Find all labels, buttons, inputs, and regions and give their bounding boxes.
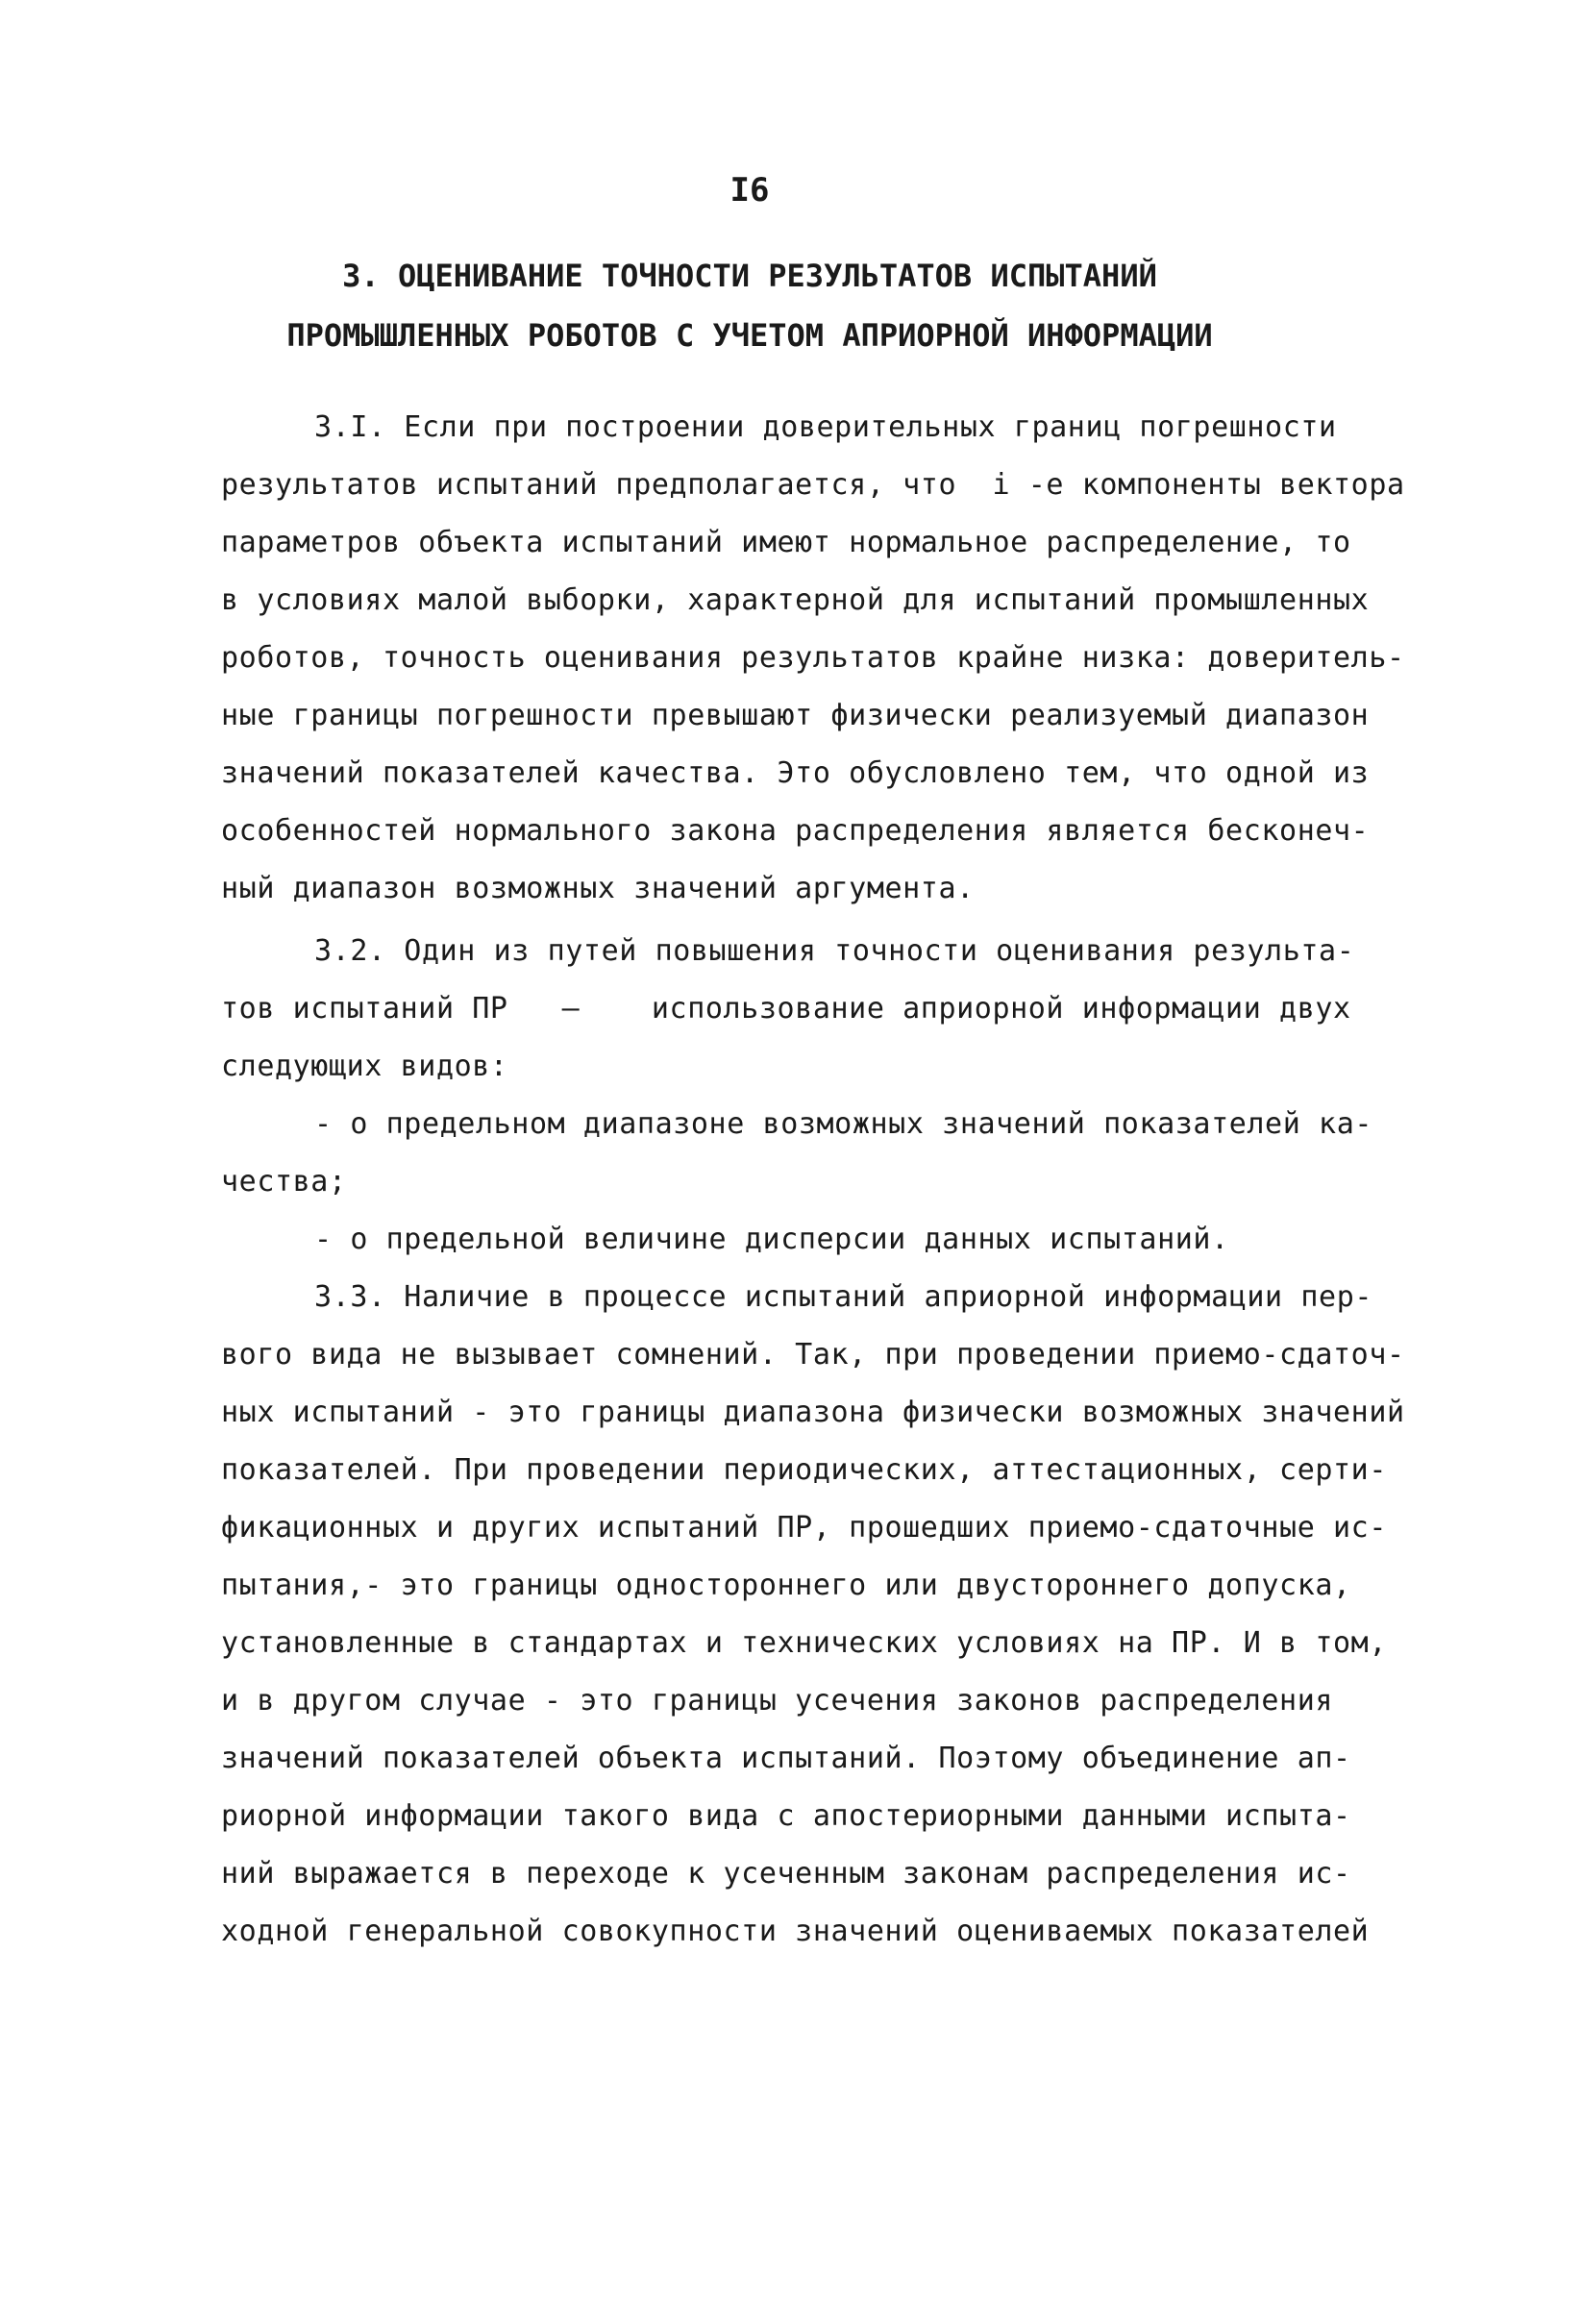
paragraph-line: результатов испытаний предполагается, что i -е компоненты вектора [221,468,1405,502]
paragraph-line: 3.2. Один из путей повышения точности оценивания результа- [314,934,1355,968]
paragraph-line: в условиях малой выборки, характерной для испытаний промышленных [221,583,1370,617]
paragraph-line: ный диапазон возможных значений аргумента. [221,872,975,905]
paragraph-line: тов испытаний ПР — использование априорной информации двух [221,992,1351,1026]
paragraph-line: ходной генеральной совокупности значений оцениваемых показателей [221,1915,1370,1948]
paragraph-line: ний выражается в переходе к усеченным законам распределения ис- [221,1857,1351,1891]
paragraph-line: следующих видов: [221,1050,508,1083]
paragraph-line: и в другом случае - это границы усечения законов распределения [221,1684,1334,1718]
paragraph-line: роботов, точность оценивания результатов крайне низка: доверитель- [221,641,1405,675]
list-item-line: чества; [221,1165,347,1199]
paragraph-line: ных испытаний - это границы диапазона физически возможных значений [221,1396,1405,1429]
list-item-line: - о предельном диапазоне возможных значений показателей ка- [314,1107,1373,1141]
section-heading-line-1: 3. ОЦЕНИВАНИЕ ТОЧНОСТИ РЕЗУЛЬТАТОВ ИСПЫТАНИЙ [342,258,1157,294]
paragraph-line: показателей. При проведении периодических, аттестационных, серти- [221,1453,1387,1487]
paragraph-line: установленные в стандартах и технических условиях на ПР. И в том, [221,1626,1387,1660]
paragraph-line: пытания,- это границы одностороннего или двустороннего допуска, [221,1569,1351,1602]
paragraph-line: фикационных и других испытаний ПР, прошедших приемо-сдаточные ис- [221,1511,1387,1545]
paragraph-line: ные границы погрешности превышают физически реализуемый диапазон [221,699,1370,732]
paragraph-line: вого вида не вызывает сомнений. Так, при проведении приемо-сдаточ- [221,1338,1405,1372]
paragraph-line: 3.I. Если при построении доверительных границ погрешности [314,410,1337,444]
list-item-line: - о предельной величине дисперсии данных испытаний. [314,1223,1229,1256]
section-heading-line-2: ПРОМЫШЛЕННЫХ РОБОТОВ С УЧЕТОМ АПРИОРНОЙ ИНФОРМАЦИИ [286,317,1213,354]
paragraph-line: параметров объекта испытаний имеют нормальное распределение, то [221,526,1351,559]
paragraph-line: 3.3. Наличие в процессе испытаний априорной информации пер- [314,1280,1373,1314]
paragraph-line: значений показателей объекта испытаний. Поэтому объединение ап- [221,1742,1351,1775]
page-number: I6 [729,171,770,210]
paragraph-line: значений показателей качества. Это обусловлено тем, что одной из [221,756,1370,790]
paragraph-line: особенностей нормального закона распределения является бесконеч- [221,814,1370,848]
paragraph-line: риорной информации такого вида с апостериорными данными испыта- [221,1799,1351,1833]
